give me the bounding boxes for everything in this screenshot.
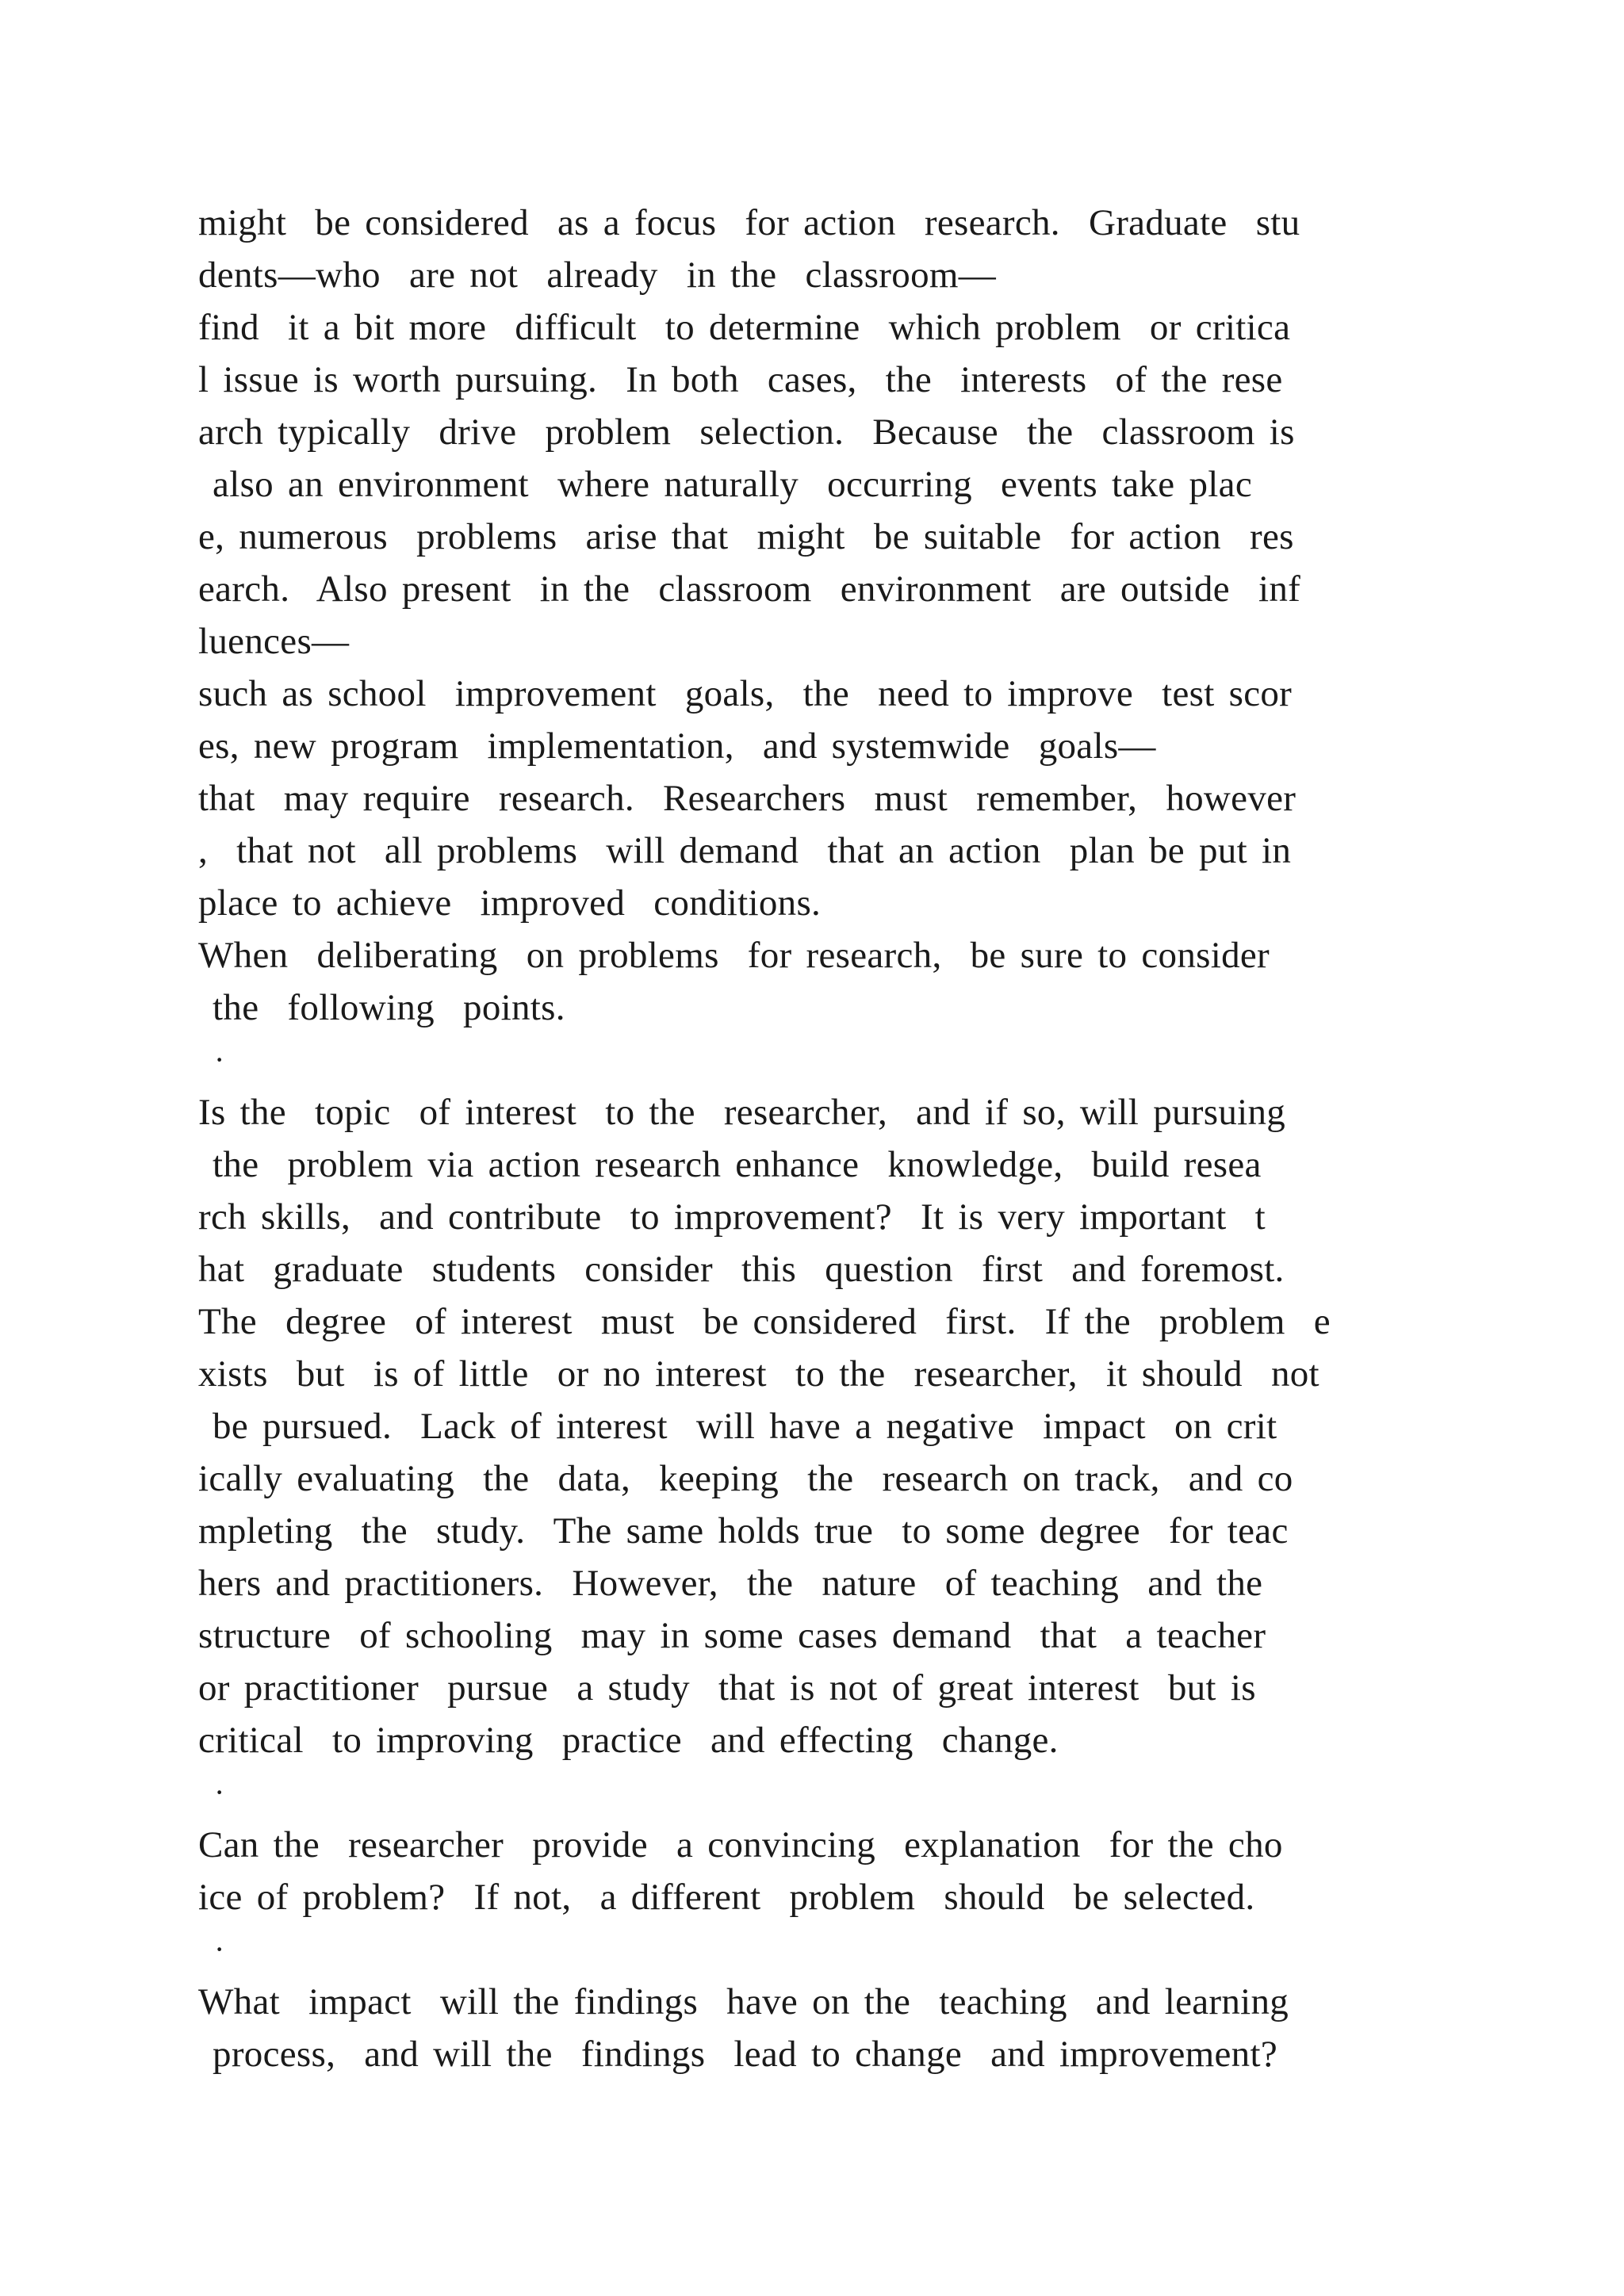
text-line: rch skills, and contribute to improvement? It is very important t <box>198 1196 1266 1238</box>
text-line: The degree of interest must be considered first. If the problem e <box>198 1301 1331 1342</box>
text-line: critical to improving practice and effecting change. <box>198 1720 1059 1761</box>
text-line: luences— <box>198 621 350 662</box>
text-line: the following points. <box>198 987 565 1028</box>
text-line: find it a bit more difficult to determine which problem or critica <box>198 307 1291 348</box>
document-body <box>198 197 1467 2080</box>
text-line: place to achieve improved conditions. <box>198 882 822 924</box>
text-line: mpleting the study. The same holds true to some degree for teac <box>198 1510 1289 1552</box>
text-line: or practitioner pursue a study that is not of great interest but is <box>198 1667 1256 1709</box>
bullet-marker: · <box>214 1931 225 1967</box>
text-line: that may require research. Researchers must remember, however <box>198 778 1297 819</box>
text-line: ice of problem? If not, a different problem should be selected. <box>198 1877 1255 1918</box>
text-line: xists but is of little or no interest to the researcher, it should not <box>198 1353 1320 1395</box>
text-line: l issue is worth pursuing. In both cases, the interests of the rese <box>198 359 1283 400</box>
text-line: arch typically drive problem selection. Because the classroom is <box>198 411 1295 453</box>
text-line: es, new program implementation, and systemwide goals— <box>198 725 1156 767</box>
text-line: hers and practitioners. However, the nature of teaching and the <box>198 1563 1263 1604</box>
text-line: hat graduate students consider this question first and foremost. <box>198 1249 1285 1290</box>
text-line: When deliberating on problems for research, be sure to consider <box>198 935 1270 976</box>
text-line: earch. Also present in the classroom environment are outside inf <box>198 568 1301 610</box>
text-line: process, and will the findings lead to change and improvement? <box>198 2034 1278 2075</box>
text-line: structure of schooling may in some cases demand that a teacher <box>198 1615 1266 1656</box>
text-line: also an environment where naturally occurring events take plac <box>198 464 1252 505</box>
text-line: dents—who are not already in the classroom— <box>198 254 997 296</box>
text-line: What impact will the findings have on the teaching and learning <box>198 1981 1289 2022</box>
text-line: might be considered as a focus for action research. Graduate stu <box>198 202 1300 243</box>
text-line: , that not all problems will demand that an action plan be put in <box>198 830 1292 871</box>
text-line: Is the topic of interest to the researcher, and if so, will pursuing <box>198 1092 1286 1133</box>
text-line: be pursued. Lack of interest will have a negative impact on crit <box>198 1406 1277 1447</box>
text-line: Can the researcher provide a convincing explanation for the cho <box>198 1824 1283 1866</box>
text-line: such as school improvement goals, the need to improve test scor <box>198 673 1293 714</box>
bullet-marker: · <box>214 1774 225 1810</box>
bullet-marker: · <box>214 1042 225 1077</box>
text-line: e, numerous problems arise that might be suitable for action res <box>198 516 1294 557</box>
text-line: ically evaluating the data, keeping the research on track, and co <box>198 1458 1293 1499</box>
text-line: the problem via action research enhance knowledge, build resea <box>198 1144 1262 1185</box>
